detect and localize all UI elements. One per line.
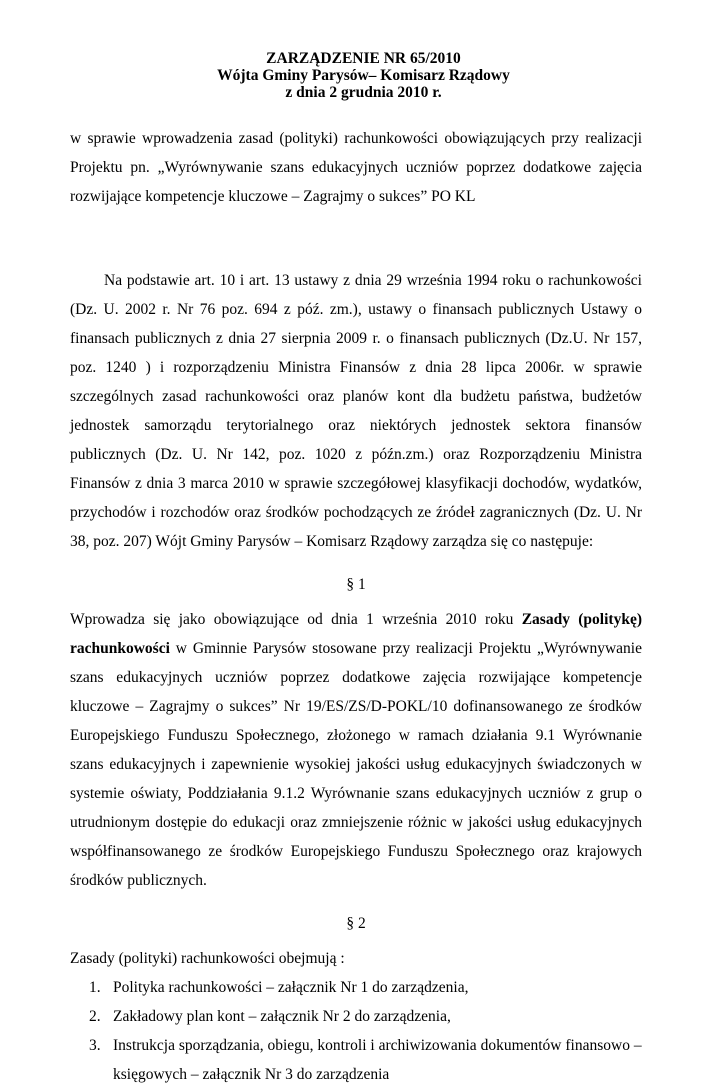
order-subject: w sprawie wprowadzenia zasad (polityki) rachunkowości obowiązujących przy realizacji Projektu pn. „Wyrównywanie szans edukacyjnych uczniów poprzez dodatkowe zajęcia rozwijające kompetencje kluczowe – Zagrajmy o sukces” PO KL: [70, 130, 642, 205]
section-1-heading: § 1: [346, 576, 366, 593]
list-item-number: 2.: [89, 1008, 101, 1025]
section-2-intro: Zasady (polityki) rachunkowości obejmują :: [70, 950, 345, 967]
document-header: [85, 50, 642, 101]
list-item-number: 3.: [89, 1037, 101, 1054]
list-item: [70, 1031, 642, 1089]
list-item-text: Zakładowy plan kont – załącznik Nr 2 do zarządzenia,: [113, 1008, 451, 1025]
list-item: [70, 973, 642, 1002]
list-item-text: Instrukcja sporządzania, obiegu, kontroli i archiwizowania dokumentów finansowo – księgowych – załącznik Nr 3 do zarządzenia: [113, 1037, 642, 1083]
list-item: [70, 1002, 642, 1031]
legal-basis: Na podstawie art. 10 i art. 13 ustawy z dnia 29 września 1994 roku o rachunkowości (Dz. U. 2002 r. Nr 76 poz. 694 z póź. zm.), ustawy o finansach publicznych Ustawy o finansach publicznych z dnia 27 sierpnia 2009 r. o finansach publicznych (Dz.U. Nr 157, poz. 1240 ) i rozporządzeniu Ministra Finansów z dnia 28 lipca 2006r. w sprawie szczególnych zasad rachunkowości oraz planów kont dla budżetu państwa, budżetów jednostek samorządu terytorialnego oraz niektórych jednostek sektora finansów publicznych (Dz. U. Nr 142, poz. 1020 z późn.zm.) oraz Rozporządzeniu Ministra Finansów z dnia 3 marca 2010 w sprawie szczegółowej klasyfikacji dochodów, wydatków, przychodów i rozchodów oraz środków pochodzących ze źródeł zagranicznych (Dz. U. Nr 38, poz. 207) Wójt Gminy Parysów – Komisarz Rządowy zarządza się co następuje:: [70, 272, 642, 550]
attachments-list: [70, 973, 642, 1089]
list-item-number: 1.: [89, 979, 101, 996]
order-date: z dnia 2 grudnia 2010 r.: [285, 84, 442, 101]
section-1-text-before: Wprowadza się jako obowiązujące od dnia 1 września 2010 roku: [70, 611, 522, 628]
list-item-text: Polityka rachunkowości – załącznik Nr 1 do zarządzenia,: [113, 979, 469, 996]
section-1-bold-term: Zasady (politykę) rachunkowości: [70, 611, 642, 657]
document-page: [70, 50, 642, 1089]
section-2-heading: § 2: [346, 915, 366, 932]
section-1-text: [70, 605, 642, 895]
order-number: ZARZĄDZENIE NR 65/2010: [266, 50, 461, 67]
issuer: Wójta Gminy Parysów– Komisarz Rządowy: [217, 67, 510, 84]
section-1-text-after: w Gminnie Parysów stosowane przy realizacji Projektu „Wyrównywanie szans edukacyjnych uczniów poprzez dodatkowe zajęcia rozwijające kompetencje kluczowe – Zagrajmy o sukces” Nr 19/ES/ZS/D-POKL/10 dofinansowanego ze środków Europejskiego Funduszu Społecznego, złożonego w ramach działania 9.1 Wyrównanie szans edukacyjnych i zapewnienie wysokiej jakości usług edukacyjnych świadczonych w systemie oświaty, Poddziałania 9.1.2 Wyrównanie szans edukacyjnych uczniów z grup o utrudnionym dostępie do edukacji oraz zmniejszenie różnic w jakości usług edukacyjnych współfinansowanego ze środków Europejskiego Funduszu Społecznego oraz krajowych środków publicznych.: [70, 640, 642, 889]
